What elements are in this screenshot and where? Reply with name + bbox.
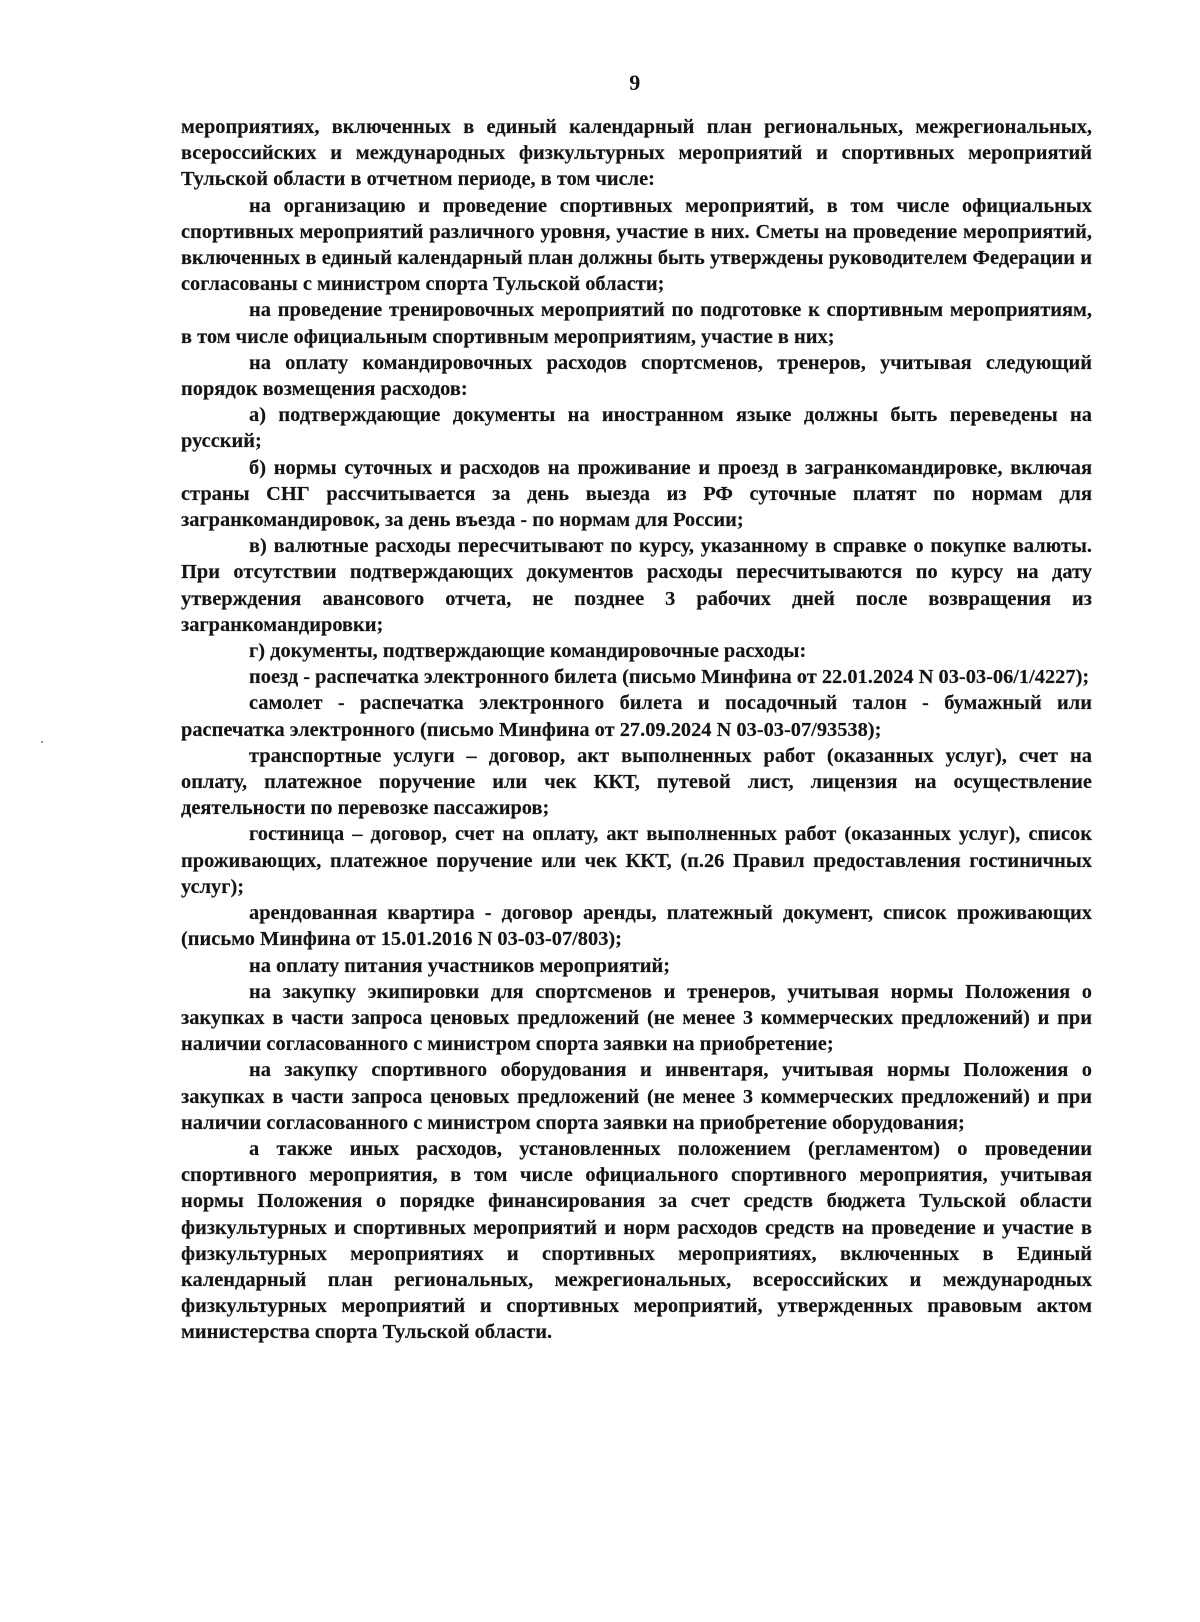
paragraph-training-events: на проведение тренировочных мероприятий по подготовке к спортивным мероприятиям, в том числе официальным спортивным мероприятиям, участие в них; (181, 299, 1092, 348)
paragraph-meals: на оплату питания участников мероприятий; (249, 954, 671, 977)
paragraph-hotel: гостиница – договор, счет на оплату, акт выполненных работ (оказанных услуг), список проживающих, платежное поручение или чек ККТ, (п.26 Правил предоставления гостиничных услуг); (181, 823, 1092, 898)
paragraph-item-g: г) документы, подтверждающие командировочные расходы: (249, 640, 807, 663)
paragraph-rented-apartment: арендованная квартира - договор аренды, платежный документ, список проживающих (письмо Минфина от 15.01.2016 N 03-03-07/803); (181, 902, 1092, 951)
paragraph-airplane: самолет - распечатка электронного билета и посадочный талон - бумажный или распечатка электронного (письмо Минфина от 27.09.2024 N 03-03-07/93538); (181, 692, 1092, 741)
paragraph-equipment-purchase: на закупку экипировки для спортсменов и тренеров, учитывая нормы Положения о закупках в части запроса ценовых предложений (не менее 3 коммерческих предложений) и при наличии согласованного с министром спорта заявки на приобретение; (181, 980, 1092, 1056)
paragraph-item-b: б) нормы суточных и расходов на проживание и проезд в загранкомандировке, включая страны СНГ рассчитывается за день выезда из РФ суточные платят по нормам для загранкомандировок, за день въезда - по нормам для России; (181, 456, 1092, 532)
paragraph-other-expenses: а также иных расходов, установленных положением (регламентом) о проведении спортивного мероприятия, в том числе официального спортивного мероприятия, учитывая нормы Положения о порядке финансирования за счет средств бюджета Тульской области физкультурных и спортивных мероприятий и норм расходов средств на проведение и участие в физкультурных мероприятиях и спортивных мероприятиях, включенных в Единый календарный план региональных, межрегиональных, всероссийских и международных физкультурных мероприятий и спортивных мероприятий, утвержденных правовым актом министерства спорта Тульской области. (181, 1137, 1092, 1344)
paragraph-item-v: в) валютные расходы пересчитывают по курсу, указанному в справке о покупке валюты. При отсутствии подтверждающих документов расходы пересчитываются по курсу на дату утверждения авансового отчета, не позднее 3 рабочих дней после возвращения из загранкомандировки; (181, 535, 1092, 636)
paragraph-transport-services: транспортные услуги – договор, акт выполненных работ (оказанных услуг), счет на оплату, платежное поручение или чек ККТ, путевой лист, лицензия на осуществление деятельности по перевозке пассажиров; (181, 744, 1092, 820)
page-number: 9 (629, 70, 641, 95)
paragraph-sports-equipment-purchase: на закупку спортивного оборудования и инвентаря, учитывая нормы Положения о закупках в части запроса ценовых предложений (не менее 3 коммерческих предложений) и при наличии согласованного с министром спорта заявки на приобретение оборудования; (181, 1059, 1092, 1134)
paragraph-travel-expenses: на оплату командировочных расходов спортсменов, тренеров, учитывая следующий порядок возмещения расходов: (181, 351, 1092, 401)
paragraph-sport-events: на организацию и проведение спортивных мероприятий, в том числе официальных спортивных мероприятий различного уровня, участие в них. Сметы на проведение мероприятий, включенных в единый календарный план должны быть утверждены руководителем Федерации и согласованы с министром спорта Тульской области; (181, 194, 1092, 296)
paragraph-continuation: мероприятиях, включенных в единый календарный план региональных, межрегиональных, всероссийских и международных физкультурных мероприятий и спортивных мероприятий Тульской области в отчетном периоде, в том числе: (181, 116, 1092, 191)
body-text (181, 114, 1092, 1346)
scan-speck (41, 741, 43, 743)
paragraph-item-a: а) подтверждающие документы на иностранном языке должны быть переведены на русский; (181, 404, 1092, 453)
paragraph-train: поезд - распечатка электронного билета (письмо Минфина от 22.01.2024 N 03-03-06/1/4227); (249, 666, 1090, 689)
